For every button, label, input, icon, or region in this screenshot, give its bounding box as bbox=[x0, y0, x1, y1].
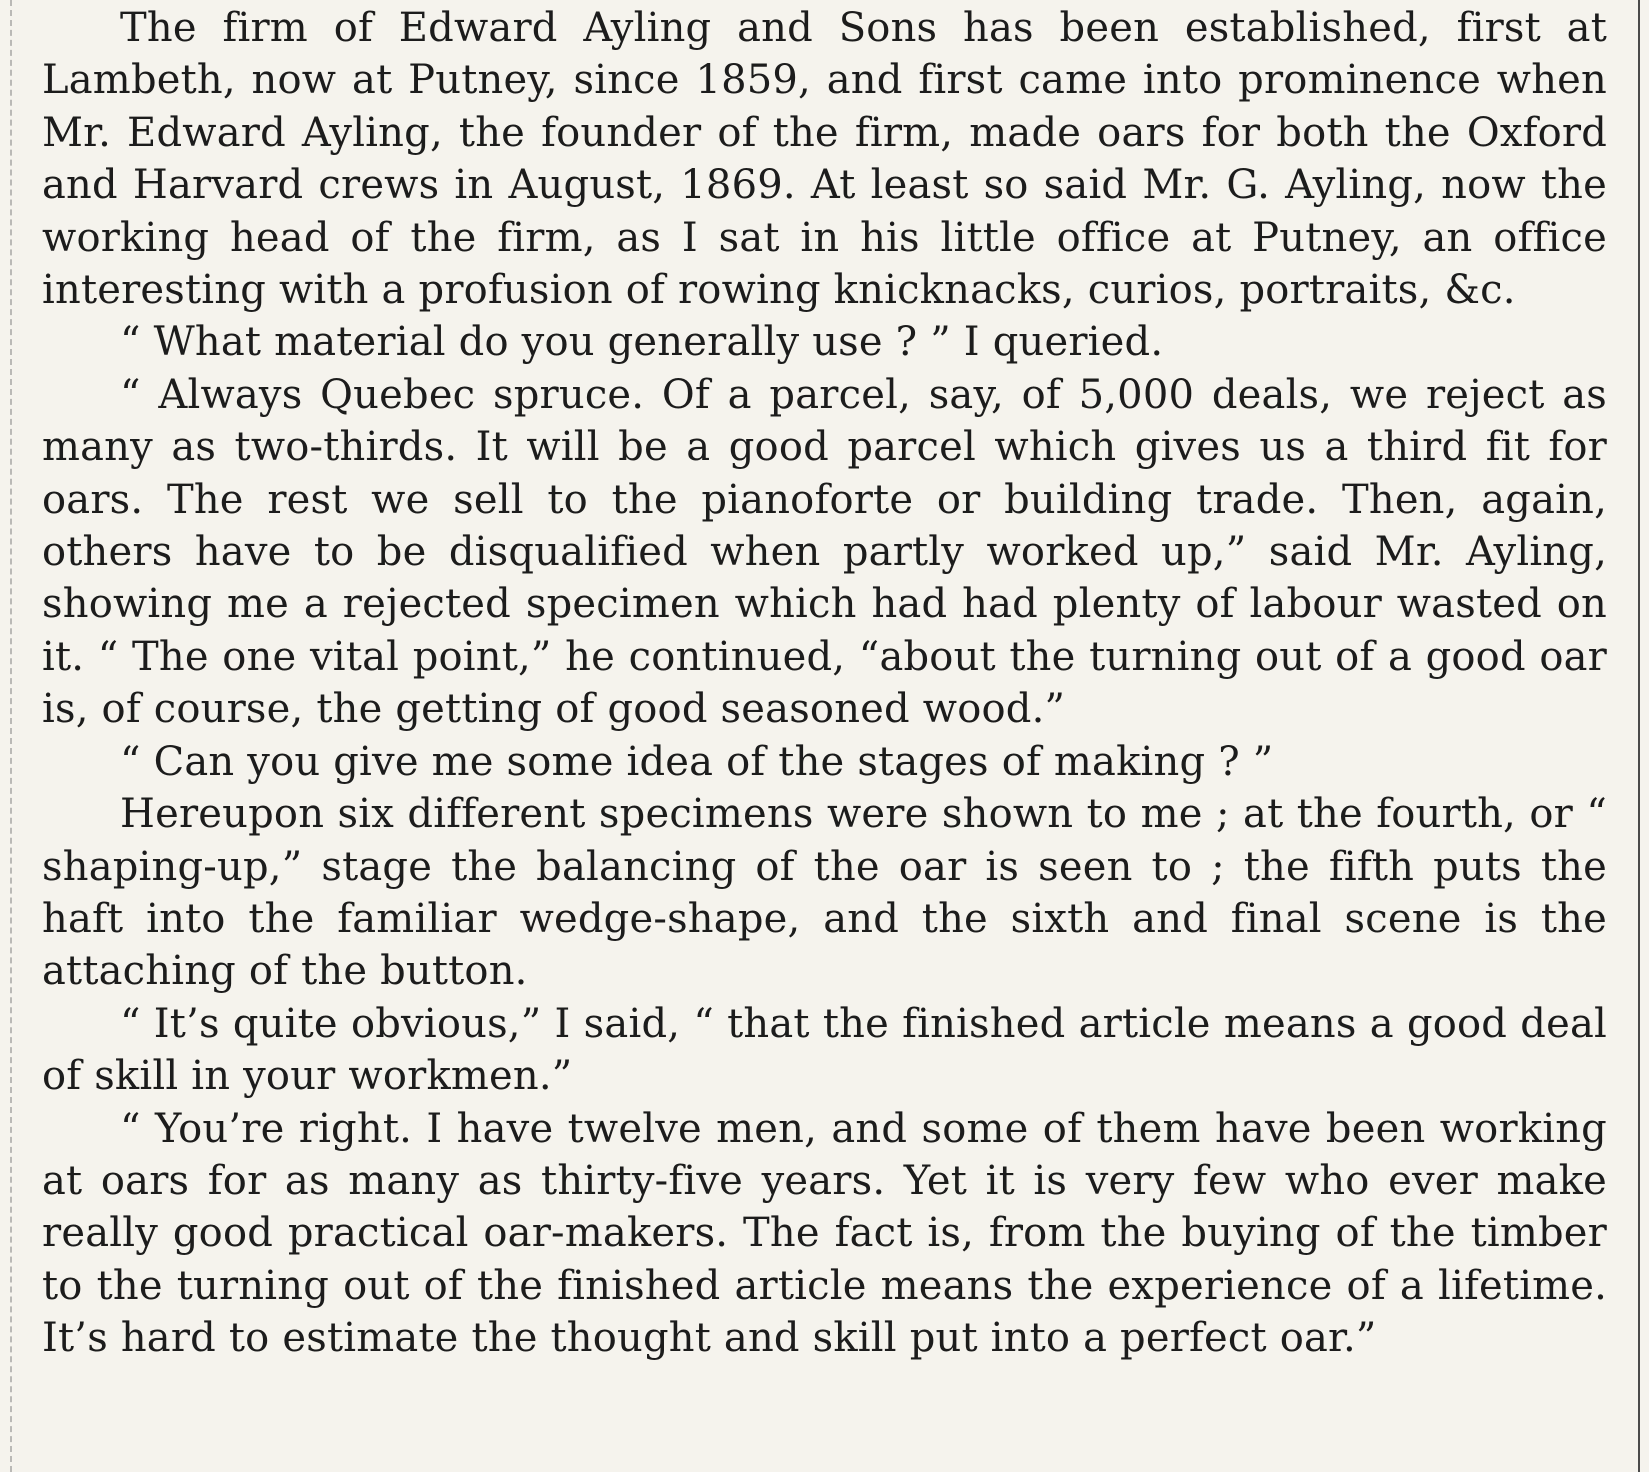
left-column-rule bbox=[10, 0, 12, 1472]
paragraph-question-stages: “ Can you give me some idea of the stages of making ? ” bbox=[120, 738, 1274, 785]
paragraph-stages-description: Hereupon six different specimens were shown to me ; at the fourth, or “ shaping-up,” stage the balancing of the oar is seen to ; the fifth puts the haft into the familiar wedge-shape, and the sixth and final scene is the attaching of the button. bbox=[42, 791, 1607, 995]
right-column-rule bbox=[1638, 0, 1640, 1472]
paragraph-workmen-answer: “ You’re right. I have twelve men, and some of them have been working at oars for as many as thirty-five years. Yet it is very few who ever make really good practical oar-makers. The fact is, from the buying of the timber to the turning out of the finished article means the experience of a lifetime. It’s hard to estimate the thought and skill put into a perfect oar.” bbox=[42, 1105, 1607, 1362]
paragraph-answer-spruce: “ Always Quebec spruce. Of a parcel, say, of 5,000 deals, we reject as many as two-thirds. It will be a good parcel which gives us a third fit for oars. The rest we sell to the pianoforte or building trade. Then, again, others have to be disqualified when partly worked up,” said Mr. Ayling, showing me a rejected specimen which had had plenty of labour wasted on it. “ The one vital point,” he continued, “about the turning out of a good oar is, of course, the getting of good seasoned wood.” bbox=[42, 371, 1607, 733]
paragraph-question-material: “ What material do you generally use ? ” I queried. bbox=[120, 319, 1164, 366]
paragraph-firm-history: The firm of Edward Ayling and Sons has been established, first at Lambeth, now at Putney, since 1859, and first came into prominence when Mr. Edward Ayling, the founder of the firm, made oars for both the Oxford and Harvard crews in August, 1869. At least so said Mr. G. Ayling, now the working head of the firm, as I sat in his little office at Putney, an office interesting with a profusion of rowing knicknacks, curios, portraits, &c. bbox=[42, 5, 1607, 314]
paragraph-skill-remark: “ It’s quite obvious,” I said, “ that the finished article means a good deal of skill in your workmen.” bbox=[42, 1000, 1607, 1100]
article-body bbox=[42, 2, 1607, 1365]
